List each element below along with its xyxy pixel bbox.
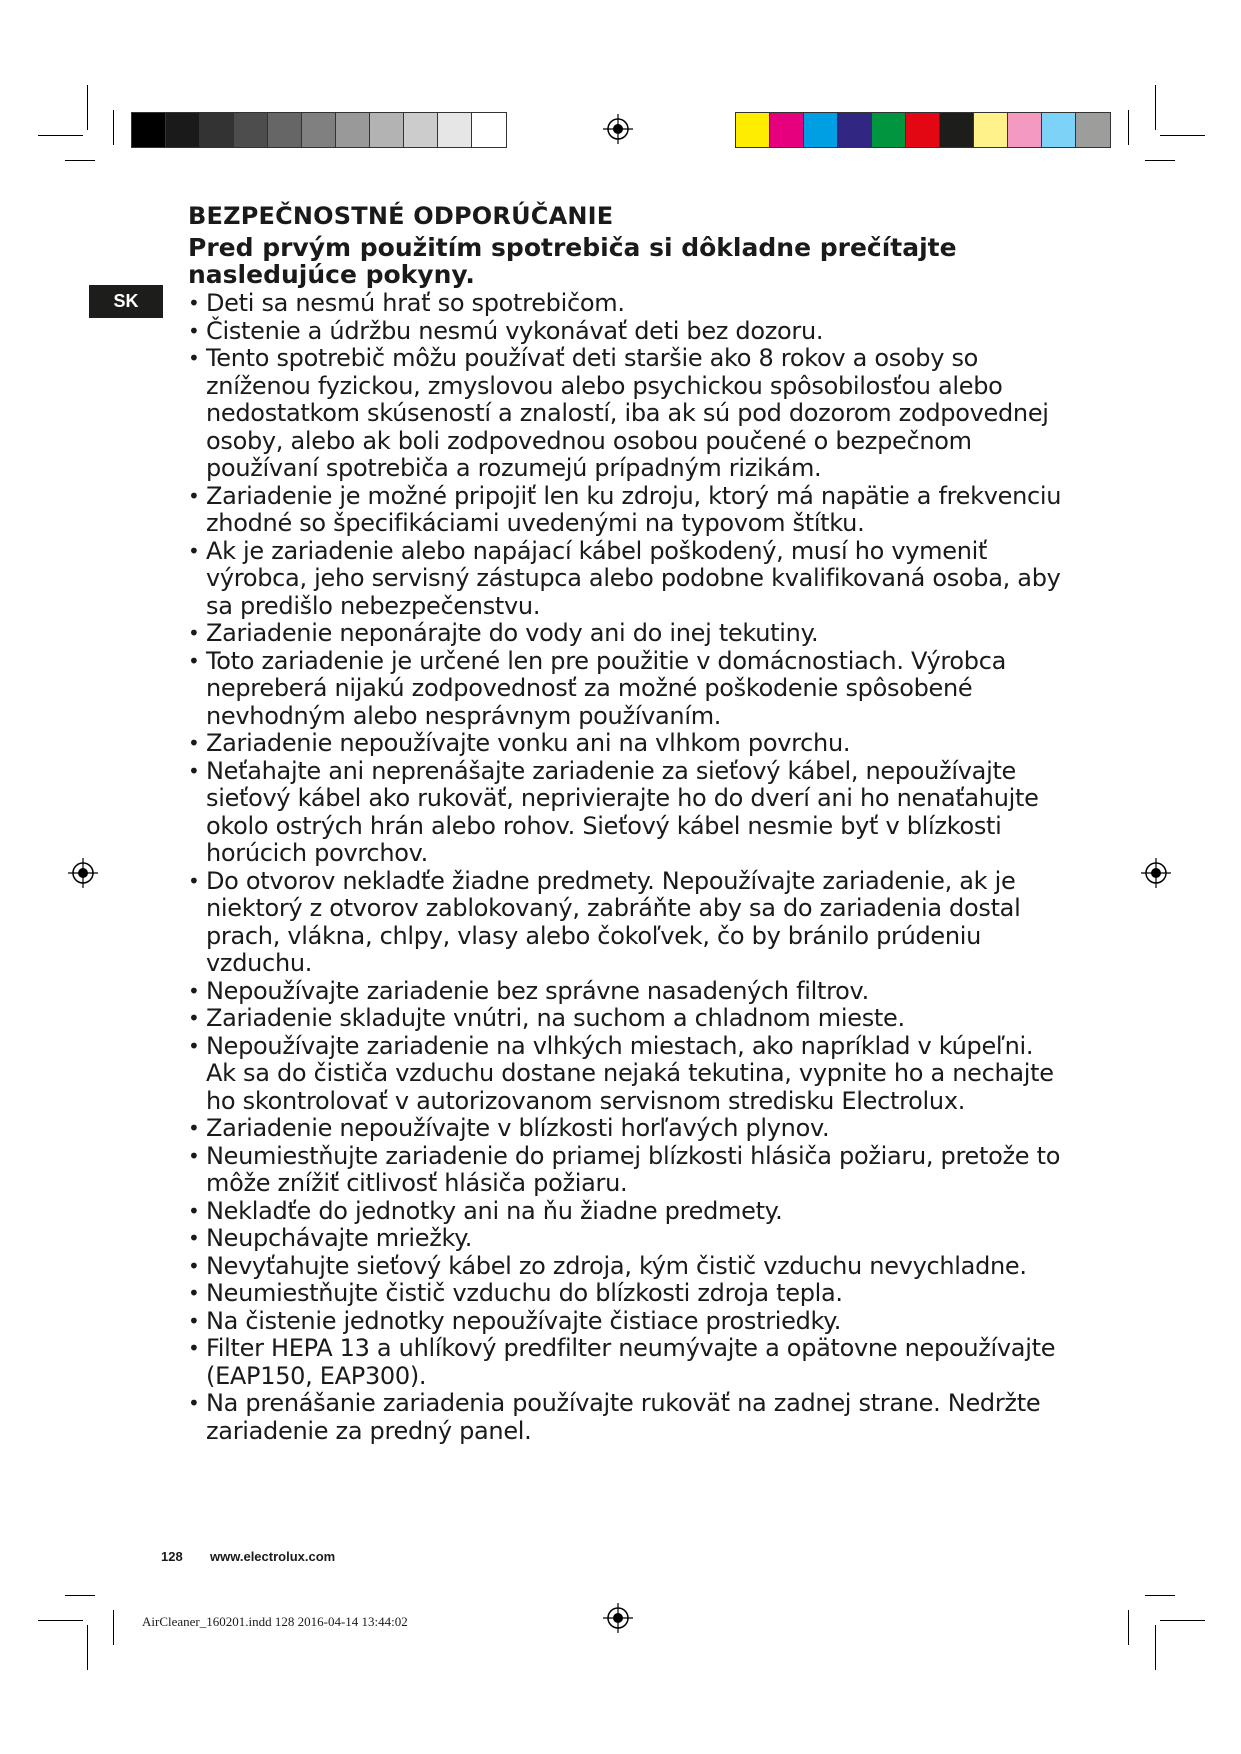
page-number: 128	[161, 1549, 183, 1564]
crop-mark	[87, 1625, 88, 1670]
list-item: • Na prenášanie zariadenia používajte rukoväť na zadnej strane. Nedržte zariadenie za predný panel.	[188, 1390, 1068, 1445]
list-item: • Zariadenie nepoužívajte v blízkosti horľavých plynov.	[188, 1115, 1068, 1143]
registration-mark-icon	[603, 114, 633, 144]
gray-swatch	[132, 113, 166, 147]
color-swatch	[872, 113, 906, 147]
safety-section	[188, 200, 1068, 1445]
gray-swatch	[302, 113, 336, 147]
crop-mark	[113, 1610, 114, 1645]
crop-mark	[1155, 85, 1156, 130]
safety-list	[188, 290, 1068, 1445]
gray-swatch	[268, 113, 302, 147]
list-item: • Tento spotrebič môžu používať deti staršie ako 8 rokov a osoby so zníženou fyzickou, zmyslovou alebo psychickou spôsobilosťou alebo nedostatkom skúseností a znalostí, iba ak sú pod dozorom zodpovednej osoby, alebo ak boli zodpovednou osobou poučené o bezpečnom používaní spotrebiča a rozumejú prípadným rizikám.	[188, 345, 1068, 483]
list-item: • Ak je zariadenie alebo napájací kábel poškodený, musí ho vymeniť výrobca, jeho servisný zástupca alebo podobne kvalifikovaná osoba, aby sa predišlo nebezpečenstvu.	[188, 538, 1068, 621]
list-item: • Zariadenie skladujte vnútri, na suchom a chladnom mieste.	[188, 1005, 1068, 1033]
gray-swatch	[234, 113, 268, 147]
crop-mark	[1128, 110, 1129, 145]
gray-swatch	[166, 113, 200, 147]
crop-mark	[1145, 160, 1175, 161]
crop-mark	[38, 1620, 83, 1621]
list-item: • Neťahajte ani neprenášajte zariadenie za sieťový kábel, nepoužívajte sieťový kábel ako rukoväť, neprivierajte ho do dverí ani ho nenaťahujte okolo ostrých hrán alebo rohov. Sieťový kábel nesmie byť v blízkosti horúcich povrchov.	[188, 758, 1068, 868]
color-calibration-bar	[735, 112, 1111, 148]
color-swatch	[736, 113, 770, 147]
registration-mark-icon	[603, 1603, 633, 1633]
print-slug: AirCleaner_160201.indd 128 2016-04-14 13:44:02	[142, 1614, 408, 1629]
grayscale-calibration-bar	[131, 112, 507, 148]
section-title: BEZPEČNOSTNÉ ODPORÚČANIE	[188, 202, 614, 230]
crop-mark	[1160, 1620, 1205, 1621]
gray-swatch	[472, 113, 506, 147]
footer-url: www.electrolux.com	[210, 1549, 336, 1564]
list-item: • Neumiestňujte čistič vzduchu do blízkosti zdroja tepla.	[188, 1280, 1068, 1308]
list-item: • Deti sa nesmú hrať so spotrebičom.	[188, 290, 1068, 318]
list-item: • Filter HEPA 13 a uhlíkový predfilter neumývajte a opätovne nepoužívajte (EAP150, EAP300).	[188, 1335, 1068, 1390]
list-item: • Zariadenie neponárajte do vody ani do inej tekutiny.	[188, 620, 1068, 648]
registration-mark-icon	[1141, 858, 1171, 888]
list-item: • Nekladťe do jednotky ani na ňu žiadne predmety.	[188, 1198, 1068, 1226]
crop-mark	[1160, 135, 1205, 136]
gray-swatch	[336, 113, 370, 147]
crop-mark	[1155, 1625, 1156, 1670]
list-item: • Nepoužívajte zariadenie bez správne nasadených filtrov.	[188, 978, 1068, 1006]
list-item: • Nevyťahujte sieťový kábel zo zdroja, kým čistič vzduchu nevychladne.	[188, 1253, 1068, 1281]
color-swatch	[770, 113, 804, 147]
color-swatch	[1042, 113, 1076, 147]
color-swatch	[1008, 113, 1042, 147]
list-item: • Neupchávajte mriežky.	[188, 1225, 1068, 1253]
crop-mark	[65, 160, 95, 161]
list-item: • Na čistenie jednotky nepoužívajte čistiace prostriedky.	[188, 1308, 1068, 1336]
list-item: • Zariadenie je možné pripojiť len ku zdroju, ktorý má napätie a frekvenciu zhodné so špecifikáciami uvedenými na typovom štítku.	[188, 483, 1068, 538]
crop-mark	[87, 85, 88, 130]
crop-mark	[1128, 1610, 1129, 1645]
color-swatch	[974, 113, 1008, 147]
color-swatch	[838, 113, 872, 147]
crop-mark	[65, 1595, 95, 1596]
list-item: • Čistenie a údržbu nesmú vykonávať deti bez dozoru.	[188, 318, 1068, 346]
gray-swatch	[404, 113, 438, 147]
list-item: • Zariadenie nepoužívajte vonku ani na vlhkom povrchu.	[188, 730, 1068, 758]
crop-mark	[113, 110, 114, 145]
gray-swatch	[438, 113, 472, 147]
gray-swatch	[370, 113, 404, 147]
list-item: • Neumiestňujte zariadenie do priamej blízkosti hlásiča požiaru, pretože to môže znížiť citlivosť hlásiča požiaru.	[188, 1143, 1068, 1198]
list-item: • Toto zariadenie je určené len pre použitie v domácnostiach. Výrobca nepreberá nijakú zodpovednosť za možné poškodenie spôsobené nevhodným alebo nesprávnym používaním.	[188, 648, 1068, 731]
color-swatch	[1076, 113, 1110, 147]
gray-swatch	[200, 113, 234, 147]
section-subtitle: Pred prvým použitím spotrebiča si dôkladne prečítajte nasledujúce pokyny.	[188, 233, 957, 289]
crop-mark	[38, 135, 83, 136]
language-tab: SK	[89, 285, 163, 318]
crop-mark	[1145, 1595, 1175, 1596]
color-swatch	[940, 113, 974, 147]
registration-mark-icon	[68, 858, 98, 888]
list-item: • Nepoužívajte zariadenie na vlhkých miestach, ako napríklad v kúpeľni. Ak sa do čističa vzduchu dostane nejaká tekutina, vypnite ho a nechajte ho skontrolovať v autorizovanom servisnom stredisku Electrolux.	[188, 1033, 1068, 1116]
color-swatch	[804, 113, 838, 147]
color-swatch	[906, 113, 940, 147]
list-item: • Do otvorov nekladťe žiadne predmety. Nepoužívajte zariadenie, ak je niektorý z otvorov zablokovaný, zabráňte aby sa do zariadenia dostal prach, vlákna, chlpy, vlasy alebo čokoľvek, čo by bránilo prúdeniu vzduchu.	[188, 868, 1068, 978]
